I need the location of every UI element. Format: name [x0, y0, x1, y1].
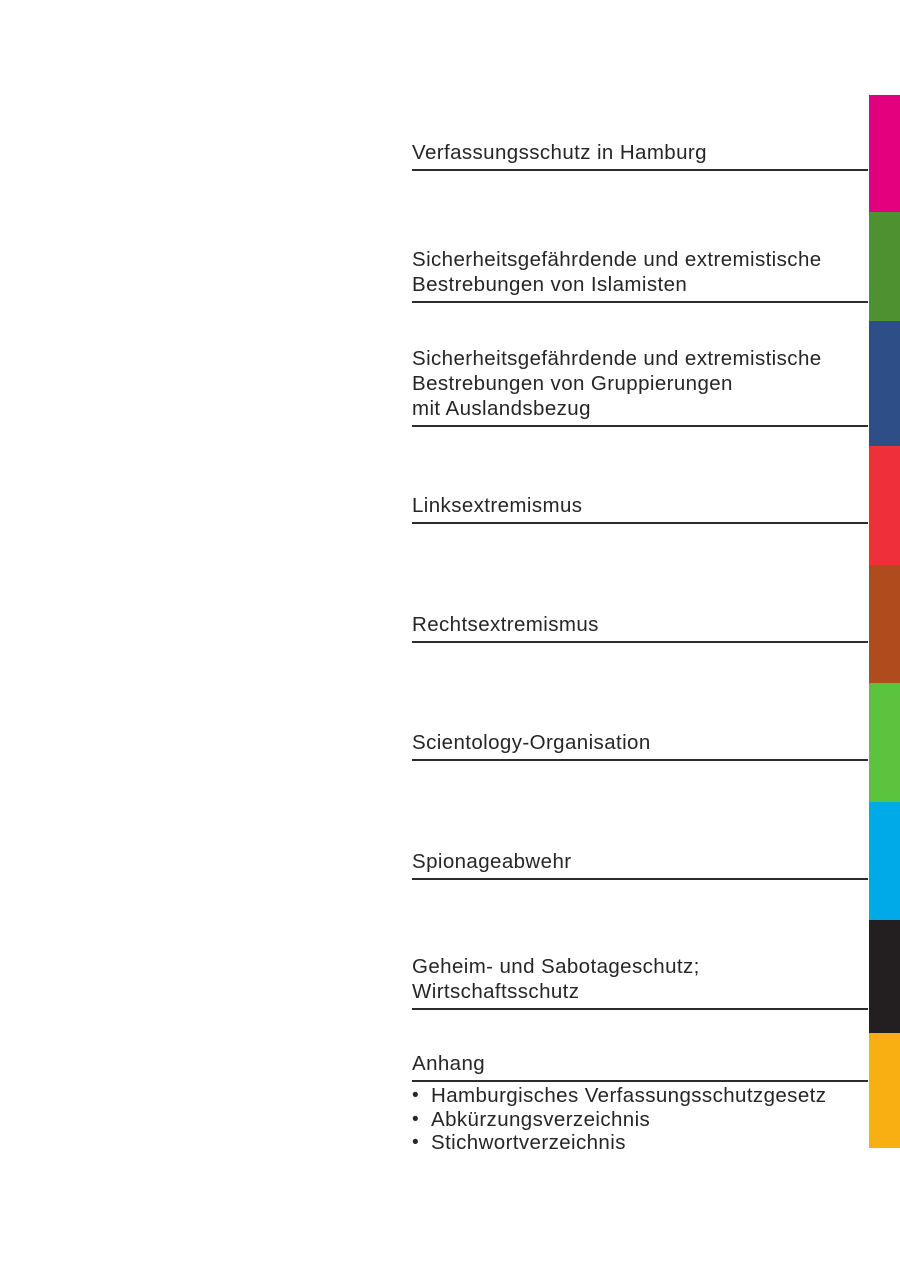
tab-geheimschutz	[869, 920, 900, 1033]
tab-auslandsbezug	[869, 321, 900, 446]
anhang-item-label: Stichwortverzeichnis	[431, 1131, 626, 1154]
toc-entry-auslandsbezug	[412, 346, 868, 427]
toc-entry-line: Bestrebungen von Islamisten	[412, 273, 688, 296]
toc-entry-line: Sicherheitsgefährdende und extremistische	[412, 347, 822, 370]
anhang-item-list	[412, 1084, 882, 1155]
toc-entry-line: Scientology-Organisation	[412, 731, 651, 754]
tab-rechtsextremismus	[869, 565, 900, 683]
toc-entry-islamismus	[412, 247, 868, 303]
toc-entry-geheimschutz	[412, 954, 868, 1010]
toc-entry-line: Rechtsextremismus	[412, 613, 599, 636]
toc-entry-verfassungsschutz	[412, 140, 868, 171]
anhang-item-label: Hamburgisches Verfassungsschutzgesetz	[431, 1084, 827, 1107]
bullet-icon: •	[412, 1132, 420, 1153]
anhang-item	[412, 1131, 882, 1155]
tab-scientology	[869, 683, 900, 802]
anhang-item	[412, 1084, 882, 1108]
toc-entry-line: Spionageabwehr	[412, 850, 572, 873]
bullet-icon: •	[412, 1085, 420, 1106]
tab-islamismus	[869, 212, 900, 321]
toc-entry-line: Wirtschaftsschutz	[412, 980, 580, 1003]
toc-entry-line: Sicherheitsgefährdende und extremistische	[412, 248, 822, 271]
toc-entry-line: mit Auslandsbezug	[412, 397, 591, 420]
anhang-item-label: Abkürzungsverzeichnis	[431, 1107, 651, 1131]
bullet-icon: •	[412, 1108, 420, 1130]
toc-entry-spionageabwehr	[412, 849, 868, 880]
tab-linksextremismus	[869, 446, 900, 565]
toc-entry-line: Linksextremismus	[412, 494, 583, 517]
toc-entry-line: Bestrebungen von Gruppierungen	[412, 372, 733, 395]
anhang-item	[412, 1108, 882, 1132]
toc-entry-anhang	[412, 1051, 868, 1082]
toc-entry-scientology	[412, 730, 868, 761]
toc-entry-line: Verfassungsschutz in Hamburg	[412, 141, 707, 164]
toc-entry-line: Geheim- und Sabotageschutz;	[412, 955, 700, 978]
tab-verfassungsschutz	[869, 95, 900, 212]
toc-entry-rechtsextremismus	[412, 612, 868, 643]
toc-entry-linksextremismus	[412, 493, 868, 524]
toc-entry-line: Anhang	[412, 1052, 486, 1075]
tab-spionageabwehr	[869, 802, 900, 920]
